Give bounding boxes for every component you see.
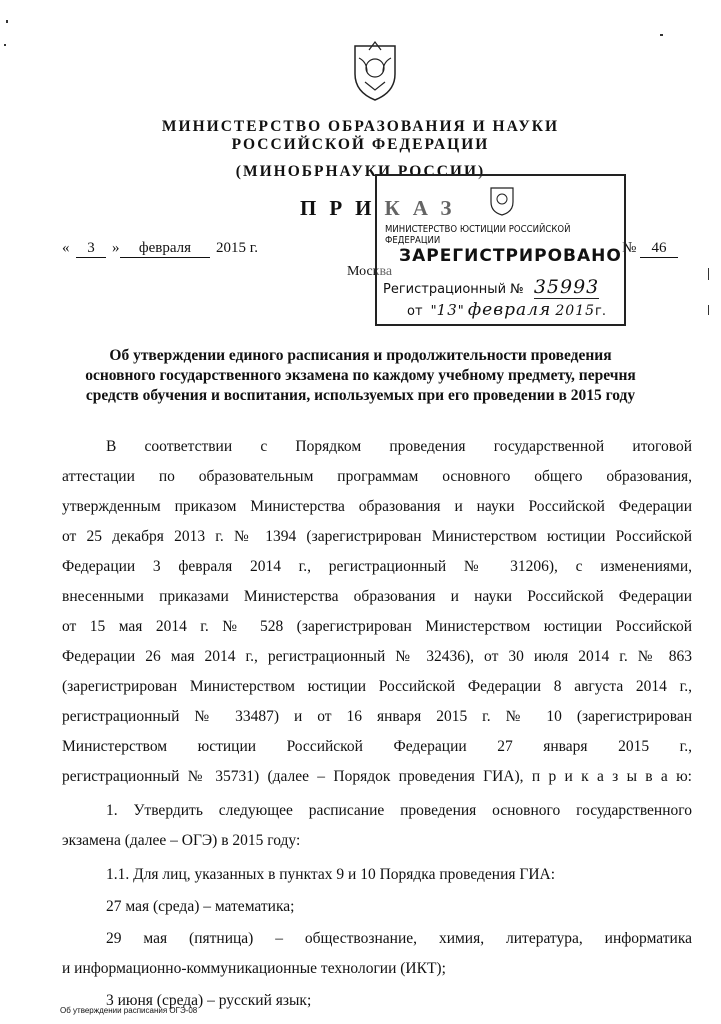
stamp-agency: МИНИСТЕРСТВО ЮСТИЦИИ РОССИЙСКОЙ ФЕДЕРАЦИИ [385,224,571,246]
body-line: 3 июня (среда) – русский язык; [106,992,312,1009]
body-line: и информационно-коммуникационные технологии (ИКТ); [62,960,446,977]
ministry-name-line2: РОССИЙСКОЙ ФЕДЕРАЦИИ [231,136,490,153]
date-month: февраля [120,240,210,258]
body-line: 1. Утвердить следующее расписание проведения основного государственного [106,802,692,819]
title-line-3: средств обучения и воспитания, используемых при его проведении в 2015 году [85,387,636,404]
body-line: экзамена (далее – ОГЭ) в 2015 году: [62,832,301,849]
coat-of-arms-emblem [345,38,405,102]
footer-filename: Об утверждении расписания ОГЭ-08 [60,1006,198,1015]
city-name: Москва [347,264,393,279]
stamp-date-row: от "13" февраля 2015г. [407,300,606,320]
stamp-reg-number: 35993 [533,276,600,298]
scan-mark [708,305,709,315]
body-line: аттестации по образовательным программам основного общего образования, [62,468,692,485]
title-line-1: Об утверждении единого расписания и продолжительности проведения [109,347,612,364]
date-year: 2015 г. [216,240,258,256]
stamp-from-month: февраля [467,300,552,320]
body-line: от 25 декабря 2013 г. № 1394 (зарегистрирован Министерством юстиции Российской [62,528,692,545]
body-line: В соответствии с Порядком проведения государственной итоговой [106,438,692,455]
stamp-emblem-icon [485,182,519,216]
body-line: (зарегистрирован Министерством юстиции Российской Федерации 8 августа 2014 г., [62,678,692,695]
order-title [0,346,721,406]
stamp-from-label: от [407,304,423,319]
stamp-reg-row [383,276,599,298]
body-line: внесенными приказами Министерства образования и науки Российской Федерации [62,588,692,605]
body-line: 1.1. Для лиц, указанных в пунктах 9 и 10 Порядка проведения ГИА: [106,866,556,883]
title-line-2: основного государственного экзамена по каждому учебному предмету, перечня [85,367,636,384]
stamp-status: ЗАРЕГИСТРИРОВАНО [399,246,622,266]
stamp-reg-label: Регистрационный № [383,282,524,297]
registration-stamp [375,174,626,326]
body-line: 29 мая (пятница) – обществознание, химия, литература, информатика [106,930,692,947]
body-line: от 15 мая 2014 г. № 528 (зарегистрирован Министерством юстиции Российской [62,618,692,635]
number-sign: № [622,240,637,256]
scan-mark [660,34,663,36]
scan-mark [708,268,709,280]
body-line: 27 мая (среда) – математика; [106,898,295,915]
order-number: 46 [640,240,678,258]
ministry-short-name: (МИНОБРНАУКИ РОССИИ) [235,163,486,180]
body-line: регистрационный № 33487) и от 16 января 2015 г. № 10 (зарегистрирован [62,708,692,725]
scan-mark [6,20,8,23]
date-close-quote: » [112,240,120,256]
document-type: ПРИКАЗ [300,196,465,220]
date-open-quote: « [62,240,70,256]
body-line: Федерации 3 февраля 2014 г., регистрационный № 31206), с изменениями, [62,558,692,575]
stamp-from-year: 2015 [555,303,596,319]
body-line: Министерством юстиции Российской Федерации 27 января 2015 г., [62,738,692,755]
ministry-name-line1: МИНИСТЕРСТВО ОБРАЗОВАНИЯ И НАУКИ [161,118,560,135]
stamp-year-suffix: г. [595,304,606,319]
body-line: регистрационный № 35731) (далее – Порядок проведения ГИА), п р и к а з ы в а ю: [62,768,692,785]
body-line: Федерации 26 мая 2014 г., регистрационный № 32436), от 30 июля 2014 г. № 863 [62,648,692,665]
stamp-from-day: 13 [436,301,458,319]
date-day: 3 [76,240,106,258]
body-line: утвержденным приказом Министерства образования и науки Российской Федерации [62,498,692,515]
scan-mark [4,44,6,46]
